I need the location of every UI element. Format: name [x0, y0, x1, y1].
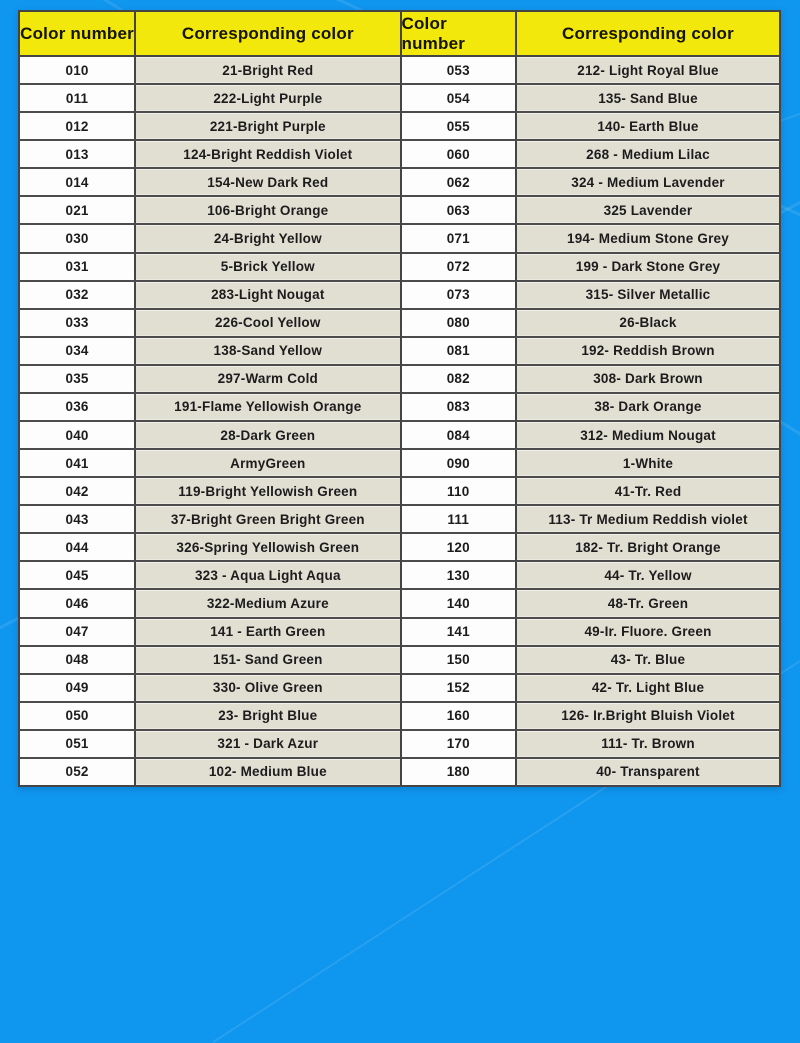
color-number-cell: 047: [20, 619, 136, 645]
corresponding-color-cell: 312- Medium Nougat: [517, 422, 779, 448]
color-number-cell: 062: [402, 169, 518, 195]
corresponding-color-cell: 222-Light Purple: [136, 85, 399, 111]
table-row: [20, 562, 400, 590]
corresponding-color-cell: 324 - Medium Lavender: [517, 169, 779, 195]
table-row: [20, 394, 400, 422]
corresponding-color-cell: 192- Reddish Brown: [517, 338, 779, 364]
color-number-cell: 014: [20, 169, 136, 195]
table-row: [20, 534, 400, 562]
table-row: [402, 450, 780, 478]
table-row: [20, 310, 400, 338]
corresponding-color-cell: 191-Flame Yellowish Orange: [136, 394, 399, 420]
color-number-cell: 033: [20, 310, 136, 336]
color-number-cell: 081: [402, 338, 518, 364]
corresponding-color-cell: 321 - Dark Azur: [136, 731, 399, 757]
color-number-cell: 150: [402, 647, 518, 673]
table-row: [20, 254, 400, 282]
corresponding-color-cell: 297-Warm Cold: [136, 366, 399, 392]
corresponding-color-cell: 135- Sand Blue: [517, 85, 779, 111]
color-number-cell: 141: [402, 619, 518, 645]
corresponding-color-cell: 37-Bright Green Bright Green: [136, 506, 399, 532]
table-body: [402, 57, 780, 785]
corresponding-color-cell: 226-Cool Yellow: [136, 310, 399, 336]
corresponding-color-cell: 212- Light Royal Blue: [517, 57, 779, 83]
color-number-cell: 044: [20, 534, 136, 560]
table-left-panel: [20, 12, 400, 785]
color-number-cell: 080: [402, 310, 518, 336]
color-conversion-table: [18, 10, 781, 787]
color-number-cell: 063: [402, 197, 518, 223]
table-row: [402, 254, 780, 282]
corresponding-color-cell: 323 - Aqua Light Aqua: [136, 562, 399, 588]
table-row: [402, 85, 780, 113]
color-number-cell: 035: [20, 366, 136, 392]
corresponding-color-cell: 26-Black: [517, 310, 779, 336]
corresponding-color-cell: 44- Tr. Yellow: [517, 562, 779, 588]
table-row: [20, 57, 400, 85]
corresponding-color-cell: 126- Ir.Bright Bluish Violet: [517, 703, 779, 729]
color-number-cell: 152: [402, 675, 518, 701]
table-row: [20, 141, 400, 169]
color-number-cell: 010: [20, 57, 136, 83]
table-row: [402, 675, 780, 703]
color-number-cell: 040: [20, 422, 136, 448]
color-number-cell: 090: [402, 450, 518, 476]
color-number-cell: 055: [402, 113, 518, 139]
table-row: [20, 506, 400, 534]
color-number-cell: 051: [20, 731, 136, 757]
color-number-cell: 050: [20, 703, 136, 729]
color-number-cell: 111: [402, 506, 518, 532]
corresponding-color-cell: 23- Bright Blue: [136, 703, 399, 729]
color-number-cell: 140: [402, 590, 518, 616]
corresponding-color-cell: 49-Ir. Fluore. Green: [517, 619, 779, 645]
color-number-cell: 082: [402, 366, 518, 392]
table-row: [20, 759, 400, 785]
color-number-cell: 060: [402, 141, 518, 167]
color-number-cell: 049: [20, 675, 136, 701]
table-row: [20, 338, 400, 366]
column-header-corresponding-color: Corresponding color: [562, 23, 734, 43]
corresponding-color-cell: 21-Bright Red: [136, 57, 399, 83]
corresponding-color-cell: 5-Brick Yellow: [136, 254, 399, 280]
color-number-cell: 030: [20, 225, 136, 251]
table-header-row: [402, 12, 780, 57]
corresponding-color-cell: 283-Light Nougat: [136, 282, 399, 308]
color-number-cell: 031: [20, 254, 136, 280]
table-row: [20, 703, 400, 731]
color-number-cell: 021: [20, 197, 136, 223]
table-row: [402, 57, 780, 85]
color-number-cell: 120: [402, 534, 518, 560]
color-number-cell: 083: [402, 394, 518, 420]
column-header-color-number: Color number: [20, 12, 136, 55]
color-number-cell: 130: [402, 562, 518, 588]
table-row: [20, 169, 400, 197]
color-number-cell: 170: [402, 731, 518, 757]
table-row: [402, 478, 780, 506]
corresponding-color-cell: 141 - Earth Green: [136, 619, 399, 645]
corresponding-color-cell: 138-Sand Yellow: [136, 338, 399, 364]
corresponding-color-cell: 151- Sand Green: [136, 647, 399, 673]
color-number-cell: 034: [20, 338, 136, 364]
color-number-cell: 052: [20, 759, 136, 785]
table-row: [20, 85, 400, 113]
table-row: [20, 282, 400, 310]
table-row: [402, 422, 780, 450]
table-row: [402, 113, 780, 141]
corresponding-color-cell: 43- Tr. Blue: [517, 647, 779, 673]
table-row: [402, 703, 780, 731]
table-row: [20, 366, 400, 394]
table-row: [402, 394, 780, 422]
table-row: [402, 366, 780, 394]
table-row: [402, 590, 780, 618]
table-row: [20, 197, 400, 225]
corresponding-color-cell: 182- Tr. Bright Orange: [517, 534, 779, 560]
table-row: [20, 113, 400, 141]
color-number-cell: 071: [402, 225, 518, 251]
table-row: [402, 619, 780, 647]
corresponding-color-cell: 154-New Dark Red: [136, 169, 399, 195]
color-number-cell: 054: [402, 85, 518, 111]
corresponding-color-cell: 268 - Medium Lilac: [517, 141, 779, 167]
color-number-cell: 084: [402, 422, 518, 448]
column-header-color-number: Color number: [402, 12, 518, 55]
color-number-cell: 180: [402, 759, 518, 785]
corresponding-color-cell: 315- Silver Metallic: [517, 282, 779, 308]
corresponding-color-cell: 325 Lavender: [517, 197, 779, 223]
color-number-cell: 046: [20, 590, 136, 616]
corresponding-color-cell: 38- Dark Orange: [517, 394, 779, 420]
table-row: [20, 450, 400, 478]
table-row: [20, 731, 400, 759]
table-row: [20, 675, 400, 703]
corresponding-color-cell: 111- Tr. Brown: [517, 731, 779, 757]
table-row: [20, 225, 400, 253]
corresponding-color-cell: 199 - Dark Stone Grey: [517, 254, 779, 280]
table-row: [402, 141, 780, 169]
corresponding-color-cell: 28-Dark Green: [136, 422, 399, 448]
table-row: [402, 647, 780, 675]
corresponding-color-cell: 221-Bright Purple: [136, 113, 399, 139]
table-row: [402, 197, 780, 225]
color-number-cell: 045: [20, 562, 136, 588]
table-row: [402, 759, 780, 785]
table-body: [20, 57, 400, 785]
table-row: [402, 310, 780, 338]
color-number-cell: 032: [20, 282, 136, 308]
color-number-cell: 012: [20, 113, 136, 139]
corresponding-color-cell: 308- Dark Brown: [517, 366, 779, 392]
color-number-cell: 041: [20, 450, 136, 476]
color-number-cell: 073: [402, 282, 518, 308]
table-row: [20, 647, 400, 675]
color-number-cell: 110: [402, 478, 518, 504]
color-number-cell: 043: [20, 506, 136, 532]
corresponding-color-cell: 119-Bright Yellowish Green: [136, 478, 399, 504]
color-number-cell: 053: [402, 57, 518, 83]
color-number-cell: 048: [20, 647, 136, 673]
table-row: [20, 619, 400, 647]
table-row: [402, 282, 780, 310]
corresponding-color-cell: 106-Bright Orange: [136, 197, 399, 223]
table-row: [402, 506, 780, 534]
corresponding-color-cell: 1-White: [517, 450, 779, 476]
corresponding-color-cell: 330- Olive Green: [136, 675, 399, 701]
table-row: [20, 590, 400, 618]
table-row: [402, 562, 780, 590]
color-number-cell: 042: [20, 478, 136, 504]
table-row: [402, 534, 780, 562]
table-row: [402, 225, 780, 253]
corresponding-color-cell: 24-Bright Yellow: [136, 225, 399, 251]
table-header-row: [20, 12, 400, 57]
color-number-cell: 072: [402, 254, 518, 280]
corresponding-color-cell: 326-Spring Yellowish Green: [136, 534, 399, 560]
corresponding-color-cell: 42- Tr. Light Blue: [517, 675, 779, 701]
table-row: [402, 338, 780, 366]
corresponding-color-cell: 140- Earth Blue: [517, 113, 779, 139]
column-header-corresponding-color: Corresponding color: [181, 23, 354, 43]
color-number-cell: 036: [20, 394, 136, 420]
corresponding-color-cell: 40- Transparent: [517, 759, 779, 785]
corresponding-color-cell: 102- Medium Blue: [136, 759, 399, 785]
color-number-cell: 160: [402, 703, 518, 729]
corresponding-color-cell: 124-Bright Reddish Violet: [136, 141, 399, 167]
color-number-cell: 013: [20, 141, 136, 167]
corresponding-color-cell: 48-Tr. Green: [517, 590, 779, 616]
table-row: [20, 478, 400, 506]
table-row: [402, 731, 780, 759]
corresponding-color-cell: 41-Tr. Red: [517, 478, 779, 504]
corresponding-color-cell: ArmyGreen: [136, 450, 399, 476]
table-row: [402, 169, 780, 197]
color-number-cell: 011: [20, 85, 136, 111]
table-right-panel: [400, 12, 780, 785]
corresponding-color-cell: 113- Tr Medium Reddish violet: [517, 506, 779, 532]
table-row: [20, 422, 400, 450]
corresponding-color-cell: 322-Medium Azure: [136, 590, 399, 616]
corresponding-color-cell: 194- Medium Stone Grey: [517, 225, 779, 251]
